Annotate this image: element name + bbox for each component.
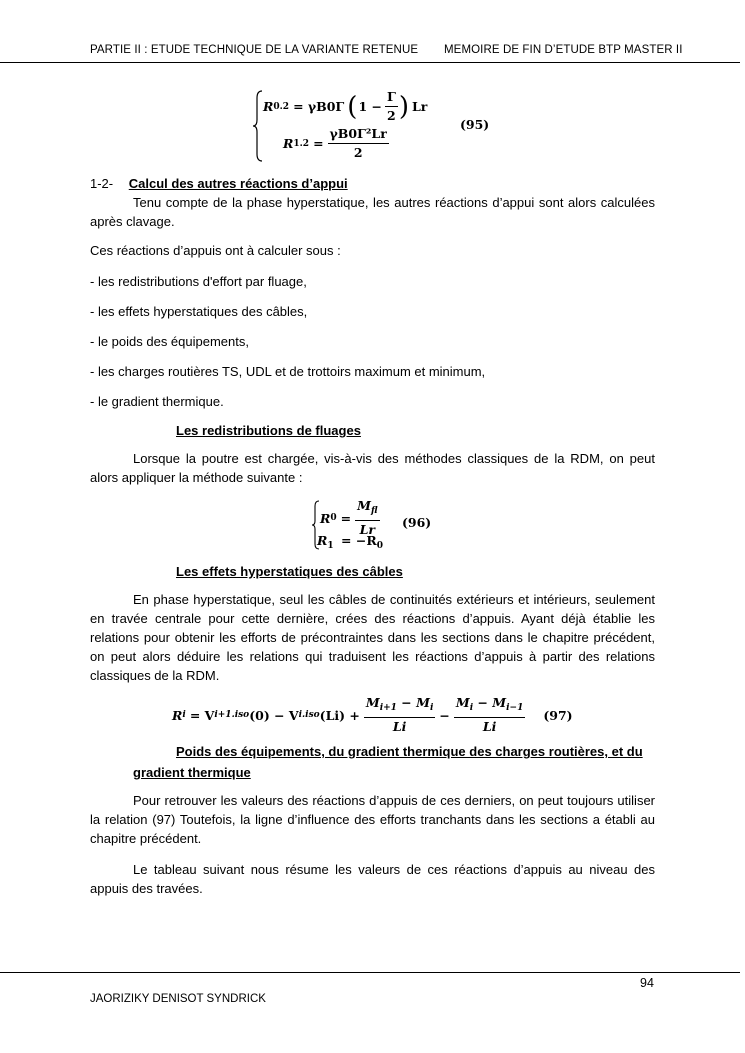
eq96-r1-rhs: = −R — [341, 533, 377, 548]
eq97-f2-m-sub: i — [469, 703, 474, 713]
left-brace — [253, 90, 263, 162]
eq95-r02-rhs: = γB0Γ — [293, 99, 345, 114]
eq97-fraction-2 — [454, 695, 526, 735]
cables-paragraph: En phase hyperstatique, seul les câbles de continuités extérieurs et intérieurs, seulement en travée centrale pour cette dernière, crées des réactions d’appuis. Ayant déjà établie les relations pour obtenir les efforts de précontraintes dans les sections dans le chapitre précédent, on peut alors déduire les relations qui traduisent les réactions d’appuis à partir des relations classiques de la RDM. — [90, 592, 655, 683]
bullet-item: - le poids des équipements, — [90, 334, 249, 349]
eq97-fraction-1 — [364, 695, 436, 735]
equation-96 — [312, 496, 472, 552]
eq97-lhs: R — [172, 707, 183, 723]
subheading-fluages: Les redistributions de fluages — [176, 423, 361, 438]
eq95-r02-symbol: R — [263, 99, 274, 114]
calc-line: Ces réactions d’appuis ont à calculer sous : — [90, 243, 341, 258]
poids-paragraph: Pour retrouver les valeurs des réactions d’appuis de ces derniers, on peut toujours utiliser la relation (97) Toutefois, la ligne d’influence des efforts tranchants dans les sections a établi au chapitre précédent. — [90, 793, 655, 846]
eq96-r1-symbol: R — [317, 533, 328, 548]
eq95-line1: R 0.2 = γB0Γ ( 1 − $\frac{\Gamma}{2}$ ) Lr — [263, 89, 428, 123]
eq95-gamma-den: 2 — [387, 108, 396, 123]
eq96-r0-symbol: R — [320, 510, 331, 526]
eq97-part3: (Li) + — [319, 707, 360, 723]
footer-rule — [0, 972, 740, 973]
page-number: 94 — [640, 976, 654, 990]
eq95-r12-symbol: R — [283, 136, 294, 151]
eq97-number: (97) — [543, 707, 573, 723]
eq95-r12-den: 2 — [353, 145, 363, 160]
subheading-cables: Les effets hyperstatiques des câbles — [176, 564, 403, 579]
eq97-part1-sub: i+1.iso — [214, 710, 250, 720]
fluages-paragraph: Lorsque la poutre est chargée, vis-à-vis des méthodes classiques de la RDM, on peut alors appliquer la méthode suivante : — [90, 451, 655, 485]
eq97-f2-den: Li — [482, 719, 497, 734]
eq95-equals: = — [313, 136, 324, 151]
eq97-minus: − — [439, 707, 450, 723]
eq95-line2 — [283, 126, 389, 161]
eq97-f2-tail: − M — [473, 695, 507, 710]
eq97-f1-m: M — [365, 695, 380, 710]
eq96-r0-sub: 0 — [330, 513, 337, 523]
eq97-f2-tail-sub: i−1 — [506, 703, 524, 713]
bullet-item: - les effets hyperstatiques des câbles, — [90, 304, 308, 319]
eq97-f1-tail: − M — [396, 695, 430, 710]
eq97-f1-tail-sub: i — [429, 703, 434, 713]
eq97-f1-m-sub: i+1 — [379, 703, 397, 713]
section-number: 1-2- — [90, 176, 114, 191]
eq95-gamma-fraction — [385, 89, 398, 124]
eq96-r1-sub: 1 — [327, 541, 334, 551]
eq95-r12-sub: 1.2 — [293, 138, 310, 149]
eq95-number: (95) — [460, 117, 490, 132]
eq96-equals: = — [340, 510, 352, 526]
intro-paragraph: Tenu compte de la phase hyperstatique, les autres réactions d’appui sont alors calculées après clavage. — [90, 195, 655, 229]
eq95-r02-sub: 0.2 — [273, 101, 290, 112]
eq96-number: (96) — [402, 515, 432, 530]
header-rule — [0, 62, 740, 63]
running-header-right: MEMOIRE DE FIN D’ETUDE BTP MASTER II — [444, 44, 683, 56]
subheading-poids-line1: Poids des équipements, du gradient thermique des charges routières, et du — [176, 744, 643, 759]
eq96-line2 — [317, 533, 383, 551]
eq96-r1-rhs-sub: 0 — [376, 541, 383, 551]
eq95-r12-num: γB0Γ²Lr — [328, 126, 389, 144]
equation-95 — [253, 86, 673, 168]
eq97-part2: (0) − V — [249, 707, 299, 723]
eq95-r12-fraction — [328, 126, 389, 161]
eq97-f1-den: Li — [392, 719, 407, 734]
eq96-num: M — [357, 498, 371, 513]
bullet-item: - le gradient thermique. — [90, 394, 224, 409]
section-title: Calcul des autres réactions d’appui — [128, 176, 348, 191]
closing-paragraph: Le tableau suivant nous résume les valeurs de ces réactions d’appuis au niveau des appuis des travées. — [90, 862, 655, 896]
eq95-paren-one: 1 − — [358, 99, 382, 114]
subheading-poids-line2: gradient thermique — [133, 765, 251, 780]
eq96-fraction — [355, 498, 379, 538]
eq96-den: Lr — [359, 522, 376, 537]
eq97-lhs-sub: i — [182, 710, 186, 720]
eq96-num-sub: fl — [370, 506, 378, 516]
running-header-left: PARTIE II : ETUDE TECHNIQUE DE LA VARIANTE RETENUE — [90, 44, 419, 56]
footer-author: JAORIZIKY DENISOT SYNDRICK — [90, 993, 266, 1005]
bullet-item: - les charges routières TS, UDL et de trottoirs maximum et minimum, — [90, 364, 486, 379]
eq97-part1: = V — [189, 707, 215, 723]
eq95-gamma-num: Γ — [385, 89, 398, 107]
section-heading — [90, 174, 348, 193]
eq96-line1 — [320, 498, 380, 538]
eq95-r02-tail: Lr — [412, 99, 428, 114]
bullet-item: - les redistributions d'effort par fluage, — [90, 274, 307, 289]
eq97-f2-m: M — [455, 695, 470, 710]
equation-97 — [172, 695, 573, 735]
eq97-part2-sub: i.iso — [298, 710, 320, 720]
